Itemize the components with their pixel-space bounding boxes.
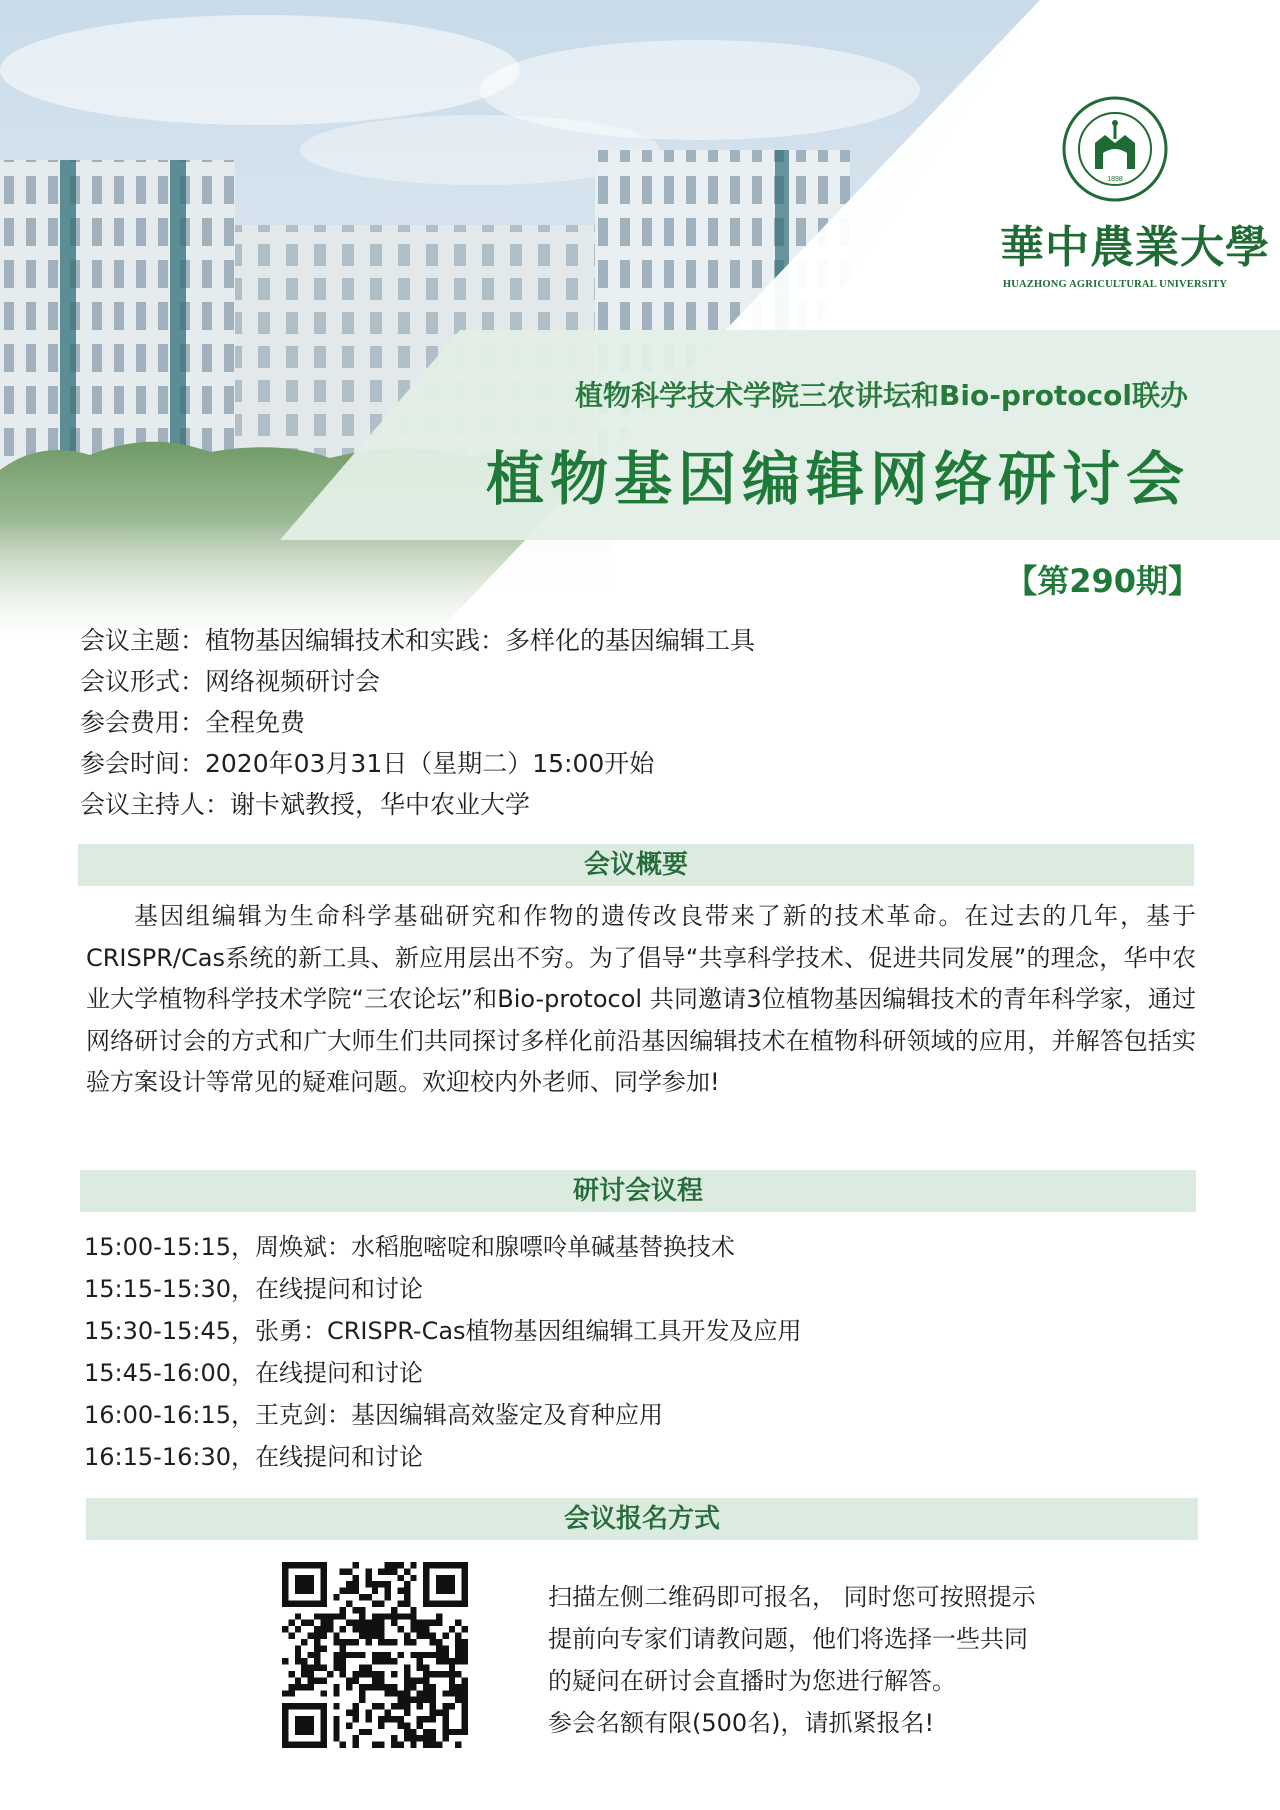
- agenda-list: [84, 1226, 1184, 1478]
- agenda-time: 16:00-16:15，: [84, 1401, 255, 1429]
- overview-body: 基因组编辑为生命科学基础研究和作物的遗传改良带来了新的技术革命。在过去的几年，基于CRISPR/Cas系统的新工具、新应用层出不穷。为了倡导“共享科学技术、促进共同发展”的理念，华中农业大学植物科学技术学院“三农论坛”和Bio-protocol 共同邀请3位植物基因编辑技术的青年科学家，通过网络研讨会的方式和广大师生们共同探讨多样化前沿基因编辑技术在植物科研领域的应用，并解答包括实验方案设计等常见的疑难问题。欢迎校内外老师、同学参加!: [86, 902, 1196, 1096]
- agenda-item: [84, 1394, 1184, 1436]
- registration-line: 参会名额有限(500名)，请抓紧报名!: [548, 1709, 935, 1737]
- university-name-en: HUAZHONG AGRICULTURAL UNIVERSITY: [1002, 279, 1228, 290]
- agenda-topic: 在线提问和讨论: [255, 1443, 423, 1471]
- info-topic: 会议主题：植物基因编辑技术和实践：多样化的基因编辑工具: [80, 626, 756, 655]
- registration-line: 扫描左侧二维码即可报名， 同时您可按照提示: [548, 1583, 1036, 1611]
- university-name-cn: 華中農業大學: [1000, 222, 1270, 273]
- overview-heading: 会议概要: [78, 844, 1194, 886]
- meeting-info: [80, 620, 1200, 825]
- info-time: 参会时间：2020年03月31日（星期二）15:00开始: [80, 749, 655, 778]
- organizer-subtitle: 植物科学技术学院三农讲坛和Bio-protocol联办: [575, 379, 1188, 412]
- registration-line: 的疑问在研讨会直播时为您进行解答。: [548, 1667, 956, 1695]
- info-host: 会议主持人：谢卡斌教授，华中农业大学: [80, 790, 531, 819]
- registration-line: 提前向专家们请教问题，他们将选择一些共同: [548, 1625, 1028, 1653]
- agenda-heading: 研讨会议程: [80, 1170, 1196, 1212]
- info-fee: 参会费用：全程免费: [80, 708, 306, 737]
- svg-text:1898: 1898: [1107, 176, 1123, 183]
- info-format: 会议形式：网络视频研讨会: [80, 667, 381, 696]
- agenda-time: 15:45-16:00，: [84, 1359, 255, 1387]
- agenda-item: [84, 1310, 1184, 1352]
- issue-number: 【第290期】: [1005, 562, 1200, 600]
- agenda-time: 15:15-15:30，: [84, 1275, 255, 1303]
- agenda-topic: 周焕斌：水稻胞嘧啶和腺嘌呤单碱基替换技术: [255, 1233, 735, 1261]
- registration-heading: 会议报名方式: [86, 1498, 1198, 1540]
- agenda-item: [84, 1352, 1184, 1394]
- agenda-time: 16:15-16:30，: [84, 1443, 255, 1471]
- agenda-topic: 在线提问和讨论: [255, 1275, 423, 1303]
- university-seal-icon: [1061, 95, 1169, 203]
- university-logo: [1000, 95, 1270, 290]
- agenda-item: [84, 1226, 1184, 1268]
- agenda-item: [84, 1268, 1184, 1310]
- page-title: 植物基因编辑网络研讨会: [485, 445, 1190, 513]
- agenda-time: 15:00-15:15，: [84, 1233, 255, 1261]
- building-left: [0, 160, 235, 480]
- agenda-topic: 在线提问和讨论: [255, 1359, 423, 1387]
- agenda-topic: 王克剑：基因编辑高效鉴定及育种应用: [255, 1401, 663, 1429]
- agenda-item: [84, 1436, 1184, 1478]
- agenda-topic: 张勇：CRISPR-Cas植物基因组编辑工具开发及应用: [255, 1317, 802, 1345]
- registration-qr-code[interactable]: [282, 1562, 468, 1748]
- agenda-time: 15:30-15:45，: [84, 1317, 255, 1345]
- registration-instructions: [548, 1576, 1108, 1744]
